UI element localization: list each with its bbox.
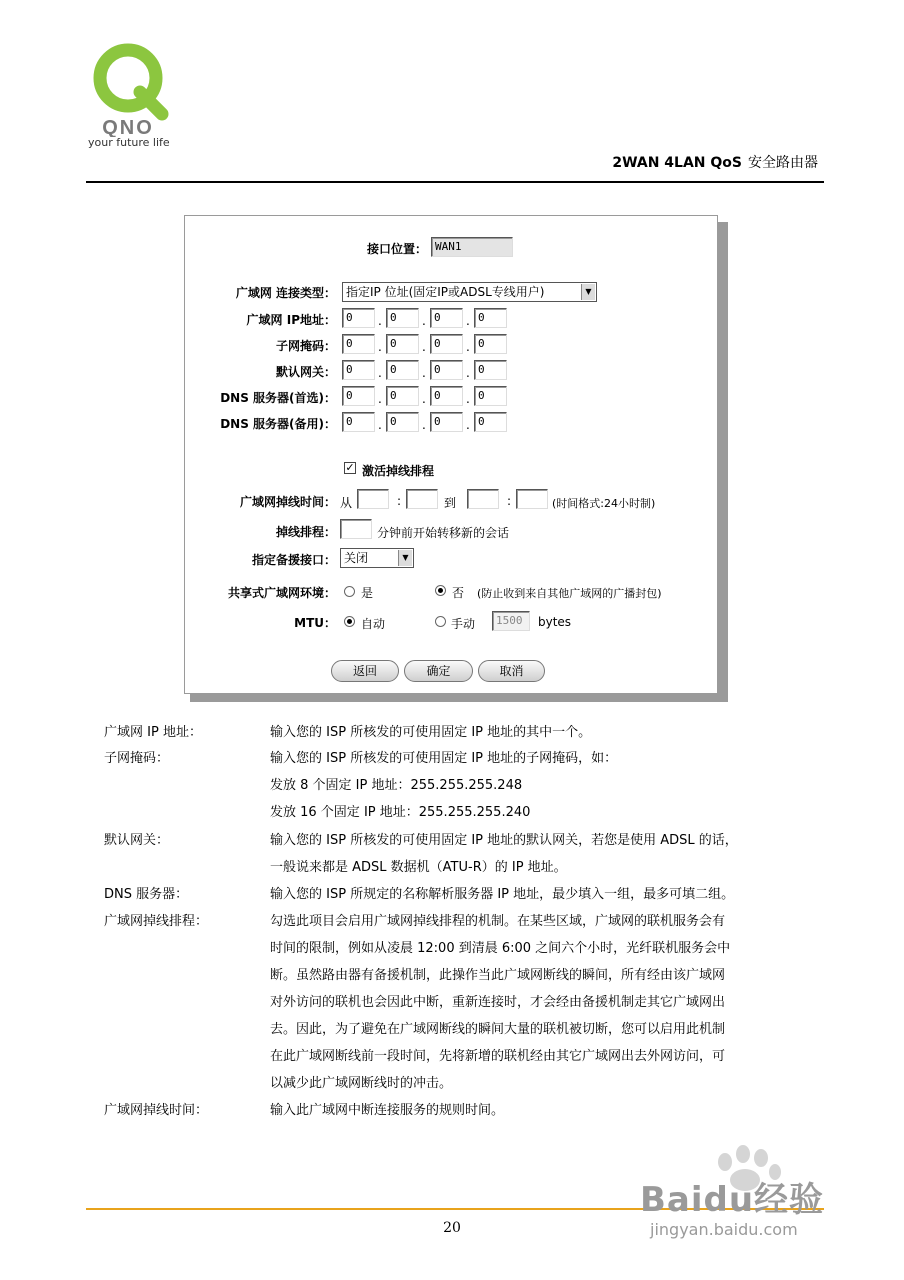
desc-term-schedule: 广域网掉线排程： xyxy=(104,914,209,929)
dns1-octet-4[interactable]: 0 xyxy=(474,386,507,406)
desc-term-offtime: 广域网掉线时间： xyxy=(104,1103,209,1118)
wan-ip-octet-3[interactable]: 0 xyxy=(430,308,463,328)
offtime-from: 从 xyxy=(340,496,353,510)
logo-tagline: your future life xyxy=(88,136,170,149)
page-number: 20 xyxy=(443,1220,461,1236)
wan-type-label: 广域网 连接类型： xyxy=(235,286,336,300)
desc-line: 勾选此项目会启用广域网掉线排程的机制。在某些区域，广域网的联机服务会有 xyxy=(270,914,726,929)
desc-line: 输入此广域网中断连接服务的规则时间。 xyxy=(270,1103,505,1118)
subnet-octet-2[interactable]: 0 xyxy=(386,334,419,354)
mtu-manual-radio[interactable] xyxy=(435,616,446,627)
backup-value: 关闭 xyxy=(344,551,369,565)
interface-label: 接口位置： xyxy=(366,242,427,256)
schedule-minutes-input[interactable] xyxy=(340,519,372,539)
activate-schedule-checkbox[interactable]: ✓ xyxy=(345,461,355,474)
gateway-octet-4[interactable]: 0 xyxy=(474,360,507,380)
shared-yes-radio[interactable] xyxy=(344,586,355,597)
desc-line: 在此广域网断线前一段时间，先将新增的联机经由其它广域网出去外网访问，可 xyxy=(270,1049,726,1064)
header-rule xyxy=(86,181,824,183)
desc-line: 时间的限制，例如从凌晨 12:00 到清晨 6:00 之间六个小时，光纤联机服务会中 xyxy=(270,941,731,956)
shared-wan-label: 共享式广域网环境： xyxy=(227,586,336,600)
octet-dot: . xyxy=(378,314,382,328)
mtu-auto-label: 自动 xyxy=(361,617,386,631)
octet-dot: . xyxy=(466,366,470,380)
chevron-down-icon: ▼ xyxy=(398,550,412,566)
offtime-colon: : xyxy=(397,494,402,508)
desc-line: 输入您的 ISP 所核发的可使用固定 IP 地址的默认网关，若您是使用 ADSL 的话， xyxy=(270,833,738,848)
offtime-end-minute[interactable] xyxy=(516,489,548,509)
dns2-octet-1[interactable]: 0 xyxy=(342,412,375,432)
schedule-label: 掉线排程： xyxy=(275,525,336,539)
mtu-auto-radio[interactable] xyxy=(344,616,355,627)
wan-ip-label: 广域网 IP地址： xyxy=(246,313,336,327)
offtime-format-note: (时间格式:24小时制) xyxy=(552,497,656,510)
subnet-octet-3[interactable]: 0 xyxy=(430,334,463,354)
desc-line: 一般说来都是 ADSL 数据机（ATU-R）的 IP 地址。 xyxy=(270,860,567,875)
mtu-manual-label: 手动 xyxy=(451,617,476,631)
dns2-label: DNS 服务器(备用)： xyxy=(220,417,336,431)
desc-line: 对外访问的联机也会因此中断，重新连接时，才会经由备援机制走其它广域网出 xyxy=(270,995,726,1010)
octet-dot: . xyxy=(466,392,470,406)
octet-dot: . xyxy=(422,366,426,380)
desc-line: 去。因此，为了避免在广域网断线的瞬间大量的联机被切断，您可以启用此机制 xyxy=(270,1022,726,1037)
shared-no-radio[interactable] xyxy=(435,585,446,596)
wan-ip-octet-1[interactable]: 0 xyxy=(342,308,375,328)
octet-dot: . xyxy=(466,314,470,328)
mtu-unit: bytes xyxy=(538,615,572,629)
dns1-octet-1[interactable]: 0 xyxy=(342,386,375,406)
octet-dot: . xyxy=(466,340,470,354)
octet-dot: . xyxy=(378,366,382,380)
wan-type-value: 指定IP 位址(固定IP或ADSL专线用户) xyxy=(346,285,545,299)
header-title-cn: 安全路由器 xyxy=(748,155,818,171)
desc-term-dns: DNS 服务器： xyxy=(104,887,189,902)
subnet-octet-1[interactable]: 0 xyxy=(342,334,375,354)
desc-term-wan-ip: 广域网 IP 地址： xyxy=(104,725,202,740)
dns1-octet-2[interactable]: 0 xyxy=(386,386,419,406)
octet-dot: . xyxy=(422,314,426,328)
offtime-end-hour[interactable] xyxy=(467,489,499,509)
desc-term-subnet: 子网掩码： xyxy=(104,751,170,766)
desc-line: 发放 16 个固定 IP 地址：255.255.255.240 xyxy=(270,805,531,820)
dns2-octet-2[interactable]: 0 xyxy=(386,412,419,432)
backup-interface-select[interactable] xyxy=(340,548,414,568)
octet-dot: . xyxy=(422,340,426,354)
desc-line: 断。虽然路由器有备援机制，此操作当此广域网断线的瞬间，所有经由该广域网 xyxy=(270,968,726,983)
mtu-label: MTU： xyxy=(294,616,336,630)
header-title-en: 2WAN 4LAN QoS xyxy=(612,155,742,171)
back-button[interactable]: 返回 xyxy=(331,660,399,682)
gateway-octet-2[interactable]: 0 xyxy=(386,360,419,380)
header-title xyxy=(612,152,818,172)
logo-text: QNO xyxy=(102,117,154,137)
cancel-button[interactable]: 取消 xyxy=(478,660,545,682)
desc-line: 输入您的 ISP 所核发的可使用固定 IP 地址的子网掩码，如： xyxy=(270,751,618,766)
desc-line: 输入您的 ISP 所核发的可使用固定 IP 地址的其中一个。 xyxy=(270,725,592,740)
watermark-brand: Baidu经验 xyxy=(640,1180,825,1220)
desc-term-gateway: 默认网关： xyxy=(104,833,170,848)
schedule-suffix: 分钟前开始转移新的会话 xyxy=(377,526,510,540)
dns2-octet-4[interactable]: 0 xyxy=(474,412,507,432)
dns2-octet-3[interactable]: 0 xyxy=(430,412,463,432)
desc-line: 输入您的 ISP 所规定的名称解析服务器 IP 地址，最少填入一组，最多可填二组。 xyxy=(270,887,735,902)
octet-dot: . xyxy=(378,418,382,432)
wan-ip-octet-4[interactable]: 0 xyxy=(474,308,507,328)
dns1-octet-3[interactable]: 0 xyxy=(430,386,463,406)
offtime-to: 到 xyxy=(444,496,457,510)
offtime-start-minute[interactable] xyxy=(406,489,438,509)
gateway-octet-1[interactable]: 0 xyxy=(342,360,375,380)
desc-line: 发放 8 个固定 IP 地址：255.255.255.248 xyxy=(270,778,523,793)
interface-field: WAN1 xyxy=(431,237,513,257)
shared-note: (防止收到来自其他广域网的广播封包) xyxy=(477,587,662,600)
gateway-label: 默认网关： xyxy=(275,365,336,379)
activate-schedule-label: 激活掉线排程 xyxy=(362,464,435,478)
offtime-label: 广域网掉线时间： xyxy=(239,495,336,509)
backup-label: 指定备援接口： xyxy=(251,553,336,567)
mtu-value-input[interactable]: 1500 xyxy=(492,611,530,631)
offtime-start-hour[interactable] xyxy=(357,489,389,509)
subnet-label: 子网掩码： xyxy=(275,339,336,353)
watermark-url: jingyan.baidu.com xyxy=(650,1220,798,1239)
shared-yes-label: 是 xyxy=(361,586,374,600)
chevron-down-icon: ▼ xyxy=(581,284,595,300)
shared-no-label: 否 xyxy=(452,586,465,600)
ok-button[interactable]: 确定 xyxy=(404,660,473,682)
desc-line: 以减少此广域网断线时的冲击。 xyxy=(270,1076,453,1091)
octet-dot: . xyxy=(378,392,382,406)
octet-dot: . xyxy=(422,392,426,406)
octet-dot: . xyxy=(466,418,470,432)
dns1-label: DNS 服务器(首选)： xyxy=(220,391,336,405)
wan-settings-panel xyxy=(184,215,718,694)
octet-dot: . xyxy=(422,418,426,432)
gateway-octet-3[interactable]: 0 xyxy=(430,360,463,380)
wan-ip-octet-2[interactable]: 0 xyxy=(386,308,419,328)
wan-type-select[interactable] xyxy=(342,282,597,302)
offtime-colon: : xyxy=(507,494,512,508)
subnet-octet-4[interactable]: 0 xyxy=(474,334,507,354)
octet-dot: . xyxy=(378,340,382,354)
